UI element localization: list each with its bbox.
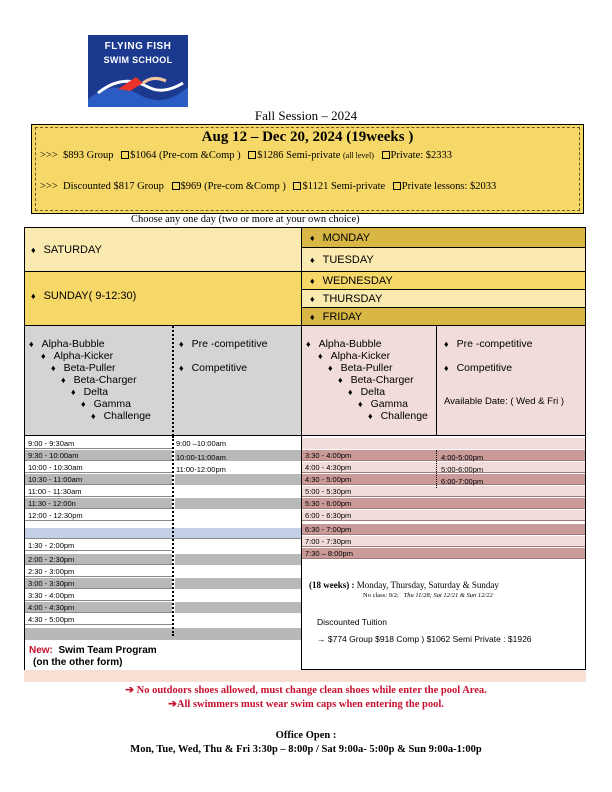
weekend-time-slot: 2:00 - 2:30pm	[25, 554, 172, 565]
office-hours: Mon, Tue, Wed, Thu & Fri 3:30p – 8:00p / Sat 9:00a- 5:00p & Sun 9:00a-1:00p	[130, 744, 482, 755]
swimcap-note: ➔All swimmers must wear swim caps when entering the pool.	[168, 699, 444, 710]
checkbox-icon	[293, 182, 301, 190]
weekend-comp-time: 11:00-12:00pm	[176, 465, 226, 474]
discounted-pricing: >>> Discounted $817 Group $969 (Pre-com &Comp ) $1121 Semi-private Private lessons: $2033	[40, 181, 497, 192]
day-saturday: ♦ SATURDAY	[25, 228, 301, 272]
weekday-comp-time: 5:00-6:00pm	[441, 465, 484, 474]
regular-group: $893 Group	[63, 150, 114, 161]
day-sunday: ♦ SUNDAY( 9-12:30)	[25, 272, 301, 326]
weekend-time-slot: 11:30 - 12:00n	[25, 498, 172, 509]
logo-line-2: SWIM SCHOOL	[103, 55, 173, 65]
new-program	[25, 642, 301, 671]
weekday-levels: ♦ Alpha-Bubble ♦ Alpha-Kicker ♦ Beta-Puller ♦ Beta-Charger ♦ Delta ♦ Gamma ♦ Challenge ♦ Pre -competitive ♦ Competitive Available Date: ( Wed & Fri )	[301, 326, 585, 436]
discounted-semi: $1121 Semi-private	[302, 181, 386, 192]
schedule-table	[24, 227, 586, 670]
weekday-comp-time: 6:00-7:00pm	[441, 477, 484, 486]
day-tuesday: ♦ TUESDAY	[301, 248, 585, 272]
weekend-time-slot: 12:00 - 12:30pm	[25, 510, 172, 521]
checkbox-icon	[121, 151, 129, 159]
weekday-time-slot: 6:00 - 6:30pm	[302, 510, 585, 521]
weekend-time-slot: 1:30 - 2:00pm	[25, 540, 172, 551]
weekday-time-slot: 7:30 – 8:00pm	[302, 548, 585, 559]
day-wednesday: ♦ WEDNESDAY	[301, 272, 585, 290]
office-title: Office Open :	[275, 730, 337, 741]
session-dates: Aug 12 – Dec 20, 2024 (19weeks )	[201, 129, 414, 145]
day-thursday: ♦ THURSDAY	[301, 290, 585, 308]
checkbox-icon	[382, 151, 390, 159]
weekday-time-slot: 5:00 - 5:30pm	[302, 486, 585, 497]
regular-private: Private: $2333	[390, 150, 453, 161]
checkbox-icon	[248, 151, 256, 159]
weekday-time-slot: 5:30 - 6:00pm	[302, 498, 585, 509]
info-panel	[303, 572, 585, 670]
noclass-label: No class: 9/2;	[363, 592, 399, 599]
weekday-time-slot: 6:30 - 7:00pm	[302, 524, 585, 535]
footer-strip	[24, 670, 586, 682]
weekend-time-slot: 2:30 - 3:00pm	[25, 566, 172, 577]
weekday-time-slot: 4:00 - 4:30pm	[302, 462, 585, 473]
new-program-sub: (on the other form)	[33, 657, 123, 668]
logo-line-1: FLYING FISH	[104, 41, 172, 52]
weekend-time-slot: 3:30 - 4:00pm	[25, 590, 172, 601]
swimmer-wave-icon	[88, 69, 188, 107]
discount-tuition-title: Discounted Tuition	[317, 617, 387, 627]
discount-tuition-line: → $774 Group $918 Comp ) $1062 Semi Private : $1926	[317, 634, 532, 644]
weekday-time-slot: 3:30 - 4:00pm	[302, 450, 585, 461]
weekday-time-slot: 7:00 - 7:30pm	[302, 536, 585, 547]
day-monday: ♦ MONDAY	[301, 228, 585, 248]
regular-precomp: $1064 (Pre-com &Comp )	[130, 150, 241, 161]
checkbox-icon	[393, 182, 401, 190]
weeks-days: Monday, Thursday, Saturday & Sunday	[356, 580, 499, 590]
regular-pricing: >>> $893 Group $1064 (Pre-com &Comp ) $1286 Semi-private (all level) Private: $2333	[40, 150, 453, 161]
regular-semi: $1286 Semi-private	[257, 150, 341, 161]
new-label: New:	[29, 645, 53, 656]
available-dates: Available Date: ( Wed & Fri )	[444, 396, 565, 407]
weekday-time-slot: 4:30 - 5:00pm	[302, 474, 585, 485]
weekend-time-slot: 3:00 - 3:30pm	[25, 578, 172, 589]
weekend-time-slot: 10:00 - 10:30am	[25, 462, 172, 473]
session-title: Fall Session – 2024	[254, 108, 358, 123]
weekend-levels: ♦ Alpha-Bubble ♦ Alpha-Kicker ♦ Beta-Puller ♦ Beta-Charger ♦ Delta ♦ Gamma ♦ Challenge ♦ Pre -competitive ♦ Competitive	[25, 326, 301, 436]
weekend-time-slot	[25, 528, 301, 539]
shoe-note: ➔ No outdoors shoes allowed, must change clean shoes while enter the pool Area.	[125, 685, 487, 696]
weekend-time-slot: 11:00 - 11:30am	[25, 486, 172, 497]
noclass-dates: Thu 11/28; Sat 12/21 & Sun 12/22	[403, 592, 493, 599]
weekend-comp-time: 9:00 –10:00am	[176, 439, 227, 448]
choose-note: Choose any one day (two or more at your own choice)	[131, 214, 360, 225]
weekend-time-slot: 4:00 - 4:30pm	[25, 602, 172, 613]
school-logo	[88, 35, 188, 107]
day-friday: ♦ FRIDAY	[301, 308, 585, 326]
checkbox-icon	[172, 182, 180, 190]
new-program-title: Swim Team Program	[58, 645, 157, 656]
weekend-time-slot: 9:30 - 10:00am	[25, 450, 172, 461]
weekend-time-slot: 4:30 - 5:00pm	[25, 614, 172, 625]
pricing-box	[31, 124, 584, 214]
discounted-precomp: $969 (Pre-com &Comp )	[180, 181, 286, 192]
weeks-title: (18 weeks) :	[309, 580, 355, 590]
discounted-group: Discounted $817 Group	[63, 181, 164, 192]
weekend-comp-time: 10:00-11:00am	[176, 453, 226, 462]
weekend-time-slot: 9:00 - 9:30am	[25, 438, 172, 449]
discounted-private: Private lessons: $2033	[401, 181, 497, 192]
weekend-time-slot: 10:30 - 11:00am	[25, 474, 172, 485]
weekday-comp-time: 4:00-5:00pm	[441, 453, 484, 462]
